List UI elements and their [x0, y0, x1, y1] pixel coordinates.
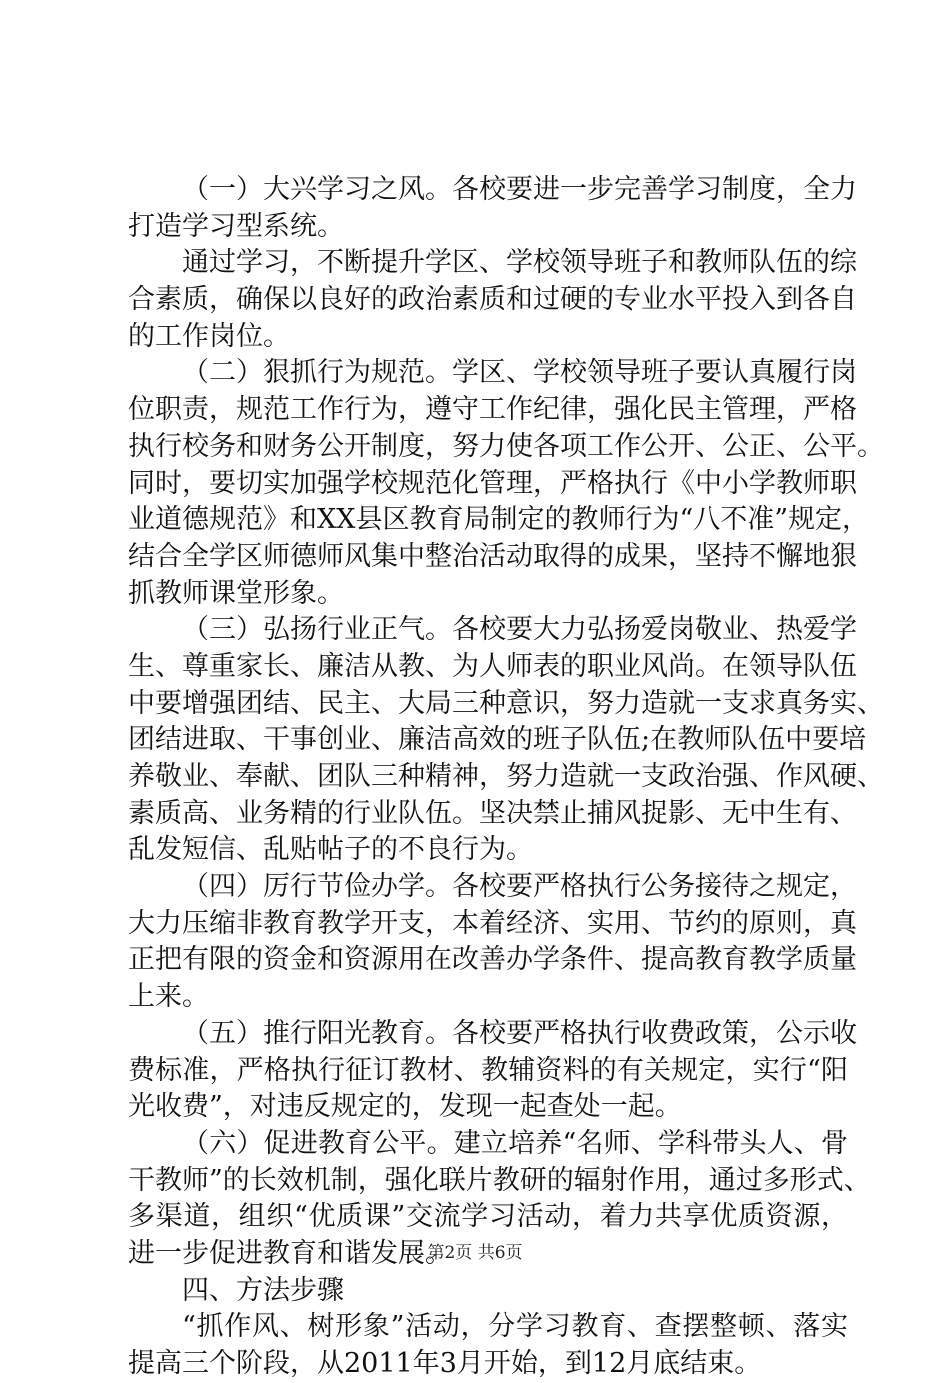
text-line: （三）弘扬行业正气。各校要大力弘扬爱岗敬业、热爱学	[182, 614, 857, 646]
text-line: 合素质，确保以良好的政治素质和过硬的专业水平投入到各自	[128, 284, 857, 316]
text-line: 多渠道，组织“优质课”交流学习活动，着力共享优质资源，	[128, 1201, 848, 1233]
text-line: 生、尊重家长、廉洁从教、为人师表的职业风尚。在领导队伍	[128, 650, 857, 682]
text-line: 乱发短信、乱贴帖子的不良行为。	[128, 834, 533, 866]
text-line: 进一步促进教育和谐发展。	[128, 1237, 452, 1269]
text-line: 光收费”，对违反规定的，发现一起查处一起。	[128, 1091, 682, 1123]
document-body	[128, 172, 884, 1383]
text-line: （二）狠抓行为规范。学区、学校领导班子要认真履行岗	[182, 357, 857, 389]
text-line: 团结进取、干事创业、廉洁高效的班子队伍;在教师队伍中要培	[128, 724, 867, 756]
text-line: 通过学习，不断提升学区、学校领导班子和教师队伍的综	[182, 247, 857, 279]
text-line: 的工作岗位。	[128, 320, 290, 352]
text-line: 执行校务和财务公开制度，努力使各项工作公开、公正、公平。	[128, 430, 884, 462]
page-footer: 第2页 共6页	[427, 1243, 523, 1263]
text-line: 业道德规范》和XX县区教育局制定的教师行为“八不准”规定，	[128, 504, 870, 536]
text-line: 位职责，规范工作行为，遵守工作纪律，强化民主管理，严格	[128, 394, 857, 426]
text-line: 费标准，严格执行征订教材、教辅资料的有关规定，实行“阳	[128, 1054, 848, 1086]
text-line: （六）促进教育公平。建立培养“名师、学科带头人、骨	[182, 1127, 848, 1159]
text-line: 正把有限的资金和资源用在改善办学条件、提高教育教学质量	[128, 944, 857, 976]
text-line: 中要增强团结、民主、大局三种意识，努力造就一支求真务实、	[128, 687, 884, 719]
text-line: “抓作风、树形象”活动，分学习教育、查摆整顿、落实	[182, 1311, 848, 1343]
text-line: 素质高、业务精的行业队伍。坚决禁止捕风捉影、无中生有、	[128, 797, 857, 829]
text-line: 上来。	[128, 981, 209, 1013]
text-line: （一）大兴学习之风。各校要进一步完善学习制度，全力	[182, 174, 857, 205]
text-line: 提高三个阶段，从2011年3月开始，到12月底结束。	[128, 1348, 762, 1379]
text-line: 抓教师课堂形象。	[128, 577, 344, 609]
text-line: 干教师”的长效机制，强化联片教研的辐射作用，通过多形式、	[128, 1164, 871, 1196]
text-line: 打造学习型系统。	[128, 210, 344, 242]
text-line: 四、方法步骤	[182, 1274, 344, 1306]
text-line: 养敬业、奉献、团队三种精神，努力造就一支政治强、作风硬、	[128, 761, 884, 792]
text-line: （四）厉行节俭办学。各校要严格执行公务接待之规定，	[182, 871, 857, 903]
text-line: （五）推行阳光教育。各校要严格执行收费政策，公示收	[182, 1017, 857, 1049]
text-line: 同时，要切实加强学校规范化管理，严格执行《中小学教师职	[128, 467, 857, 499]
text-line: 大力压缩非教育教学开支，本着经济、实用、节约的原则，真	[128, 907, 857, 939]
text-line: 结合全学区师德师风集中整治活动取得的成果，坚持不懈地狠	[128, 540, 857, 572]
